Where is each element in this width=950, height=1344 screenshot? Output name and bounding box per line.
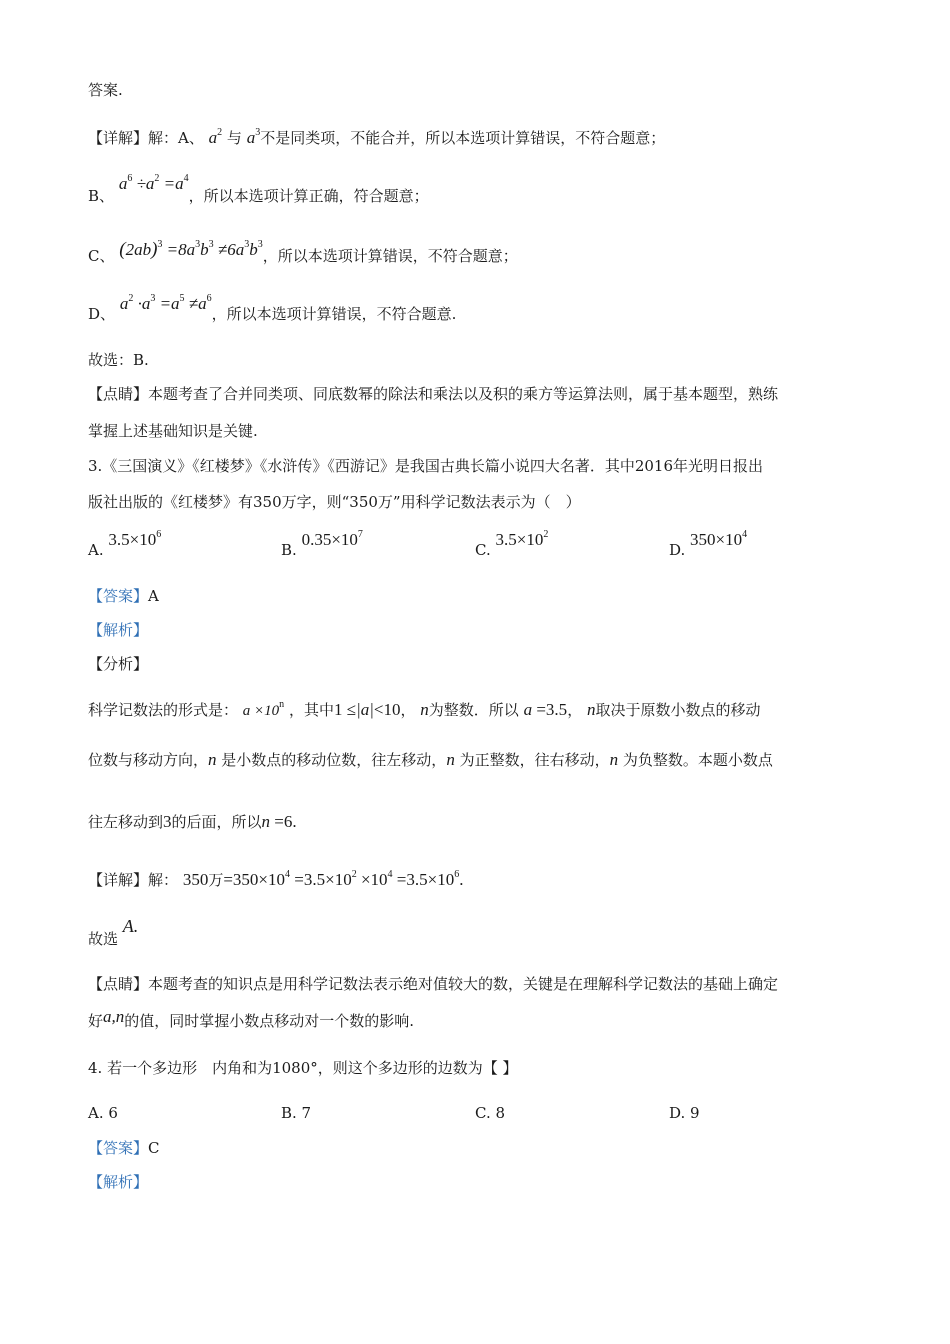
math-a2: $a^2$ [208, 127, 223, 147]
q3-comment-line1: 【点睛】本题考查的知识点是用科学记数法表示绝对值较大的数，关键是在理解科学记数法的基础上确定 [88, 975, 779, 993]
q4-option-b[interactable]: B. 7 [281, 1104, 312, 1122]
detail-d-text: ，所以本选项计算错误，不符合题意. [211, 305, 457, 323]
q3-option-c[interactable]: C. $3.5\times 10^2$ [475, 529, 549, 559]
q3-fenxi-label: 【分析】 [88, 655, 149, 673]
q4-option-a[interactable]: A. 6 [88, 1104, 118, 1122]
q3-stem-line1: 3.《三国演义》《红楼梦》《水浒传》《西游记》是我国古典长篇小说四大名著．其中2016年光明日报出 [88, 457, 763, 475]
prev-comment-line2: 掌握上述基础知识是关键. [88, 422, 258, 440]
q3-answer: 【答案】A [88, 587, 159, 605]
prev-choice: 故选：B. [88, 351, 149, 369]
detail-c-line [88, 239, 518, 266]
option-b-label: B、 [88, 187, 115, 205]
q3-fenxi-p2: 位数与移动方向，n 是小数点的移动位数，往左移动，n 为正整数，往右移动，n 为负整数。本题小数点 [88, 750, 773, 769]
detail-a-text: 不是同类项，不能合并，所以本选项计算错误，不符合题意； [260, 129, 666, 147]
q3-stem-line2: 版社出版的《红楼梦》有350万字，则“350万”用科学记数法表示为（ ） [88, 493, 581, 511]
option-d-label: D、 [88, 305, 116, 323]
prev-comment-line1: 【点睛】本题考查了合并同类项、同底数幂的除法和乘法以及积的乘方等运算法则，属于基本题型，熟练 [88, 385, 779, 403]
q4-stem: 4. 若一个多边形 内角和为1080°，则这个多边形的边数为【 】 [88, 1059, 518, 1077]
math-d: $a^2 \cdot a^3 =a^5 \ne a^6$ [119, 293, 212, 313]
q4-answer: 【答案】C [88, 1139, 160, 1157]
detail-c-text: ，所以本选项计算错误，不符合题意； [262, 247, 518, 265]
math-b: $a^6 \div a^2 =a^4$ [118, 173, 189, 193]
q3-fenxi-p1: 科学记数法的形式是： $a \times 10^n$ ，其中1 ≤|a|<10， n为整数．所以 a =3.5， n取决于原数小数点的移动 [88, 699, 761, 719]
detail-a-line [88, 128, 665, 148]
detail-d-line [88, 293, 457, 324]
math-a3: $a^3$ [246, 127, 261, 147]
q4-analysis-label: 【解析】 [88, 1173, 149, 1191]
answer-tail: 答案. [88, 81, 123, 99]
detail-prefix: 解：A、 [148, 129, 204, 147]
with-word: 与 [226, 129, 242, 147]
q3-option-a[interactable]: A. $3.5\times 10^6$ [88, 529, 162, 559]
detail-b-text: ，所以本选项计算正确，符合题意； [188, 187, 429, 205]
q4-option-c[interactable]: C. 8 [475, 1104, 506, 1122]
math-c: $(2ab)^3 =8a^3b^3 \ne 6a^3b^3$ [119, 239, 263, 260]
option-c-label: C、 [88, 247, 115, 265]
q3-choice: 故选 A. [88, 916, 139, 948]
q3-option-d[interactable]: D. $350\times 10^4$ [669, 529, 748, 559]
q3-analysis-label: 【解析】 [88, 621, 149, 639]
detail-label: 【详解】 [88, 129, 149, 147]
q3-comment-line2: 好a,n的值，同时掌握小数点移动对一个数的影响. [88, 1007, 415, 1030]
q3-option-b[interactable]: B. $0.35\times 10^7$ [281, 529, 363, 559]
detail-b-line [88, 173, 429, 206]
q3-fenxi-p3: 往左移动到3的后面，所以n =6. [88, 812, 297, 831]
q4-option-d[interactable]: D. 9 [669, 1104, 700, 1122]
q3-detail: 【详解】解： 350万$=350\times 10^4 =3.5\times 10^2 \times 10^4 =3.5\times 10^6$. [88, 869, 464, 889]
